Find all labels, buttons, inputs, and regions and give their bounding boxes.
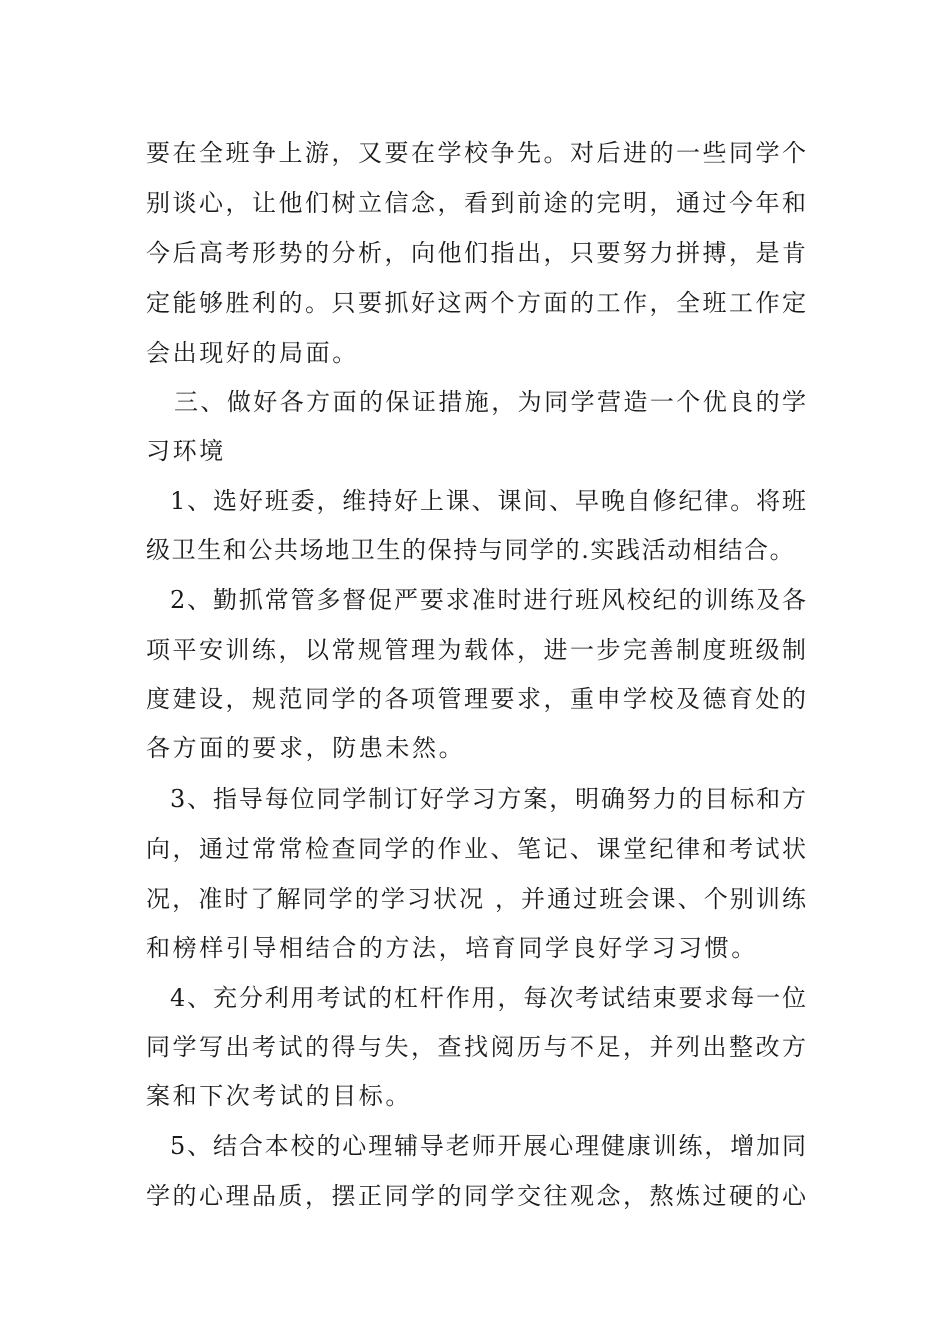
- list-item-line: 5、结合本校的心理辅导老师开展心理健康训练，增加同: [170, 1132, 806, 1160]
- list-item-line: 案和下次考试的目标。: [146, 1082, 412, 1110]
- text-line: 要在全班争上游，又要在学校争先。对后进的一些同学个: [146, 139, 806, 167]
- list-item-line: 各方面的要求，防患未然。: [146, 734, 466, 762]
- list-item-line: 2、勤抓常管多督促严要求准时进行班风校纪的训练及各: [170, 586, 806, 614]
- list-item-line: 3、指导每位同学制订好学习方案，明确努力的目标和方: [170, 785, 806, 813]
- list-item-line: 和榜样引导相结合的方法，培育同学良好学习习惯。: [146, 934, 758, 962]
- list-item-line: 项平安训练，以常规管理为载体，进一步完善制度班级制: [146, 636, 806, 664]
- text-line: 今后高考形势的分析，向他们指出，只要努力拼搏，是肯: [146, 239, 806, 267]
- text-line: 别谈心，让他们树立信念，看到前途的完明，通过今年和: [146, 189, 806, 217]
- list-item-line: 度建设，规范同学的各项管理要求，重申学校及德育处的: [146, 685, 806, 713]
- list-item-line: 同学写出考试的得与失，查找阅历与不足，并列出整改方: [146, 1033, 806, 1061]
- list-item-line: 1、选好班委，维持好上课、课间、早晚自修纪律。将班: [170, 487, 806, 515]
- text-line: 会出现好的局面。: [146, 339, 359, 367]
- list-item-line: 级卫生和公共场地卫生的保持与同学的.实践活动相结合。: [146, 536, 796, 564]
- list-item-line: 4、充分利用考试的杠杆作用，每次考试结束要求每一位: [170, 984, 806, 1012]
- section-heading-line: 三、做好各方面的保证措施，为同学营造一个优良的学: [174, 388, 806, 416]
- list-item-line: 学的心理品质，摆正同学的同学交往观念，熬炼过硬的心: [146, 1182, 806, 1210]
- list-item-line: 向，通过常常检查同学的作业、笔记、课堂纪律和考试状: [146, 835, 806, 863]
- list-item-line: 况，准时了解同学的学习状况 ，并通过班会课、个别训练: [146, 885, 806, 913]
- text-line: 定能够胜利的。只要抓好这两个方面的工作，全班工作定: [146, 289, 806, 317]
- section-heading-line: 习环境: [146, 437, 226, 465]
